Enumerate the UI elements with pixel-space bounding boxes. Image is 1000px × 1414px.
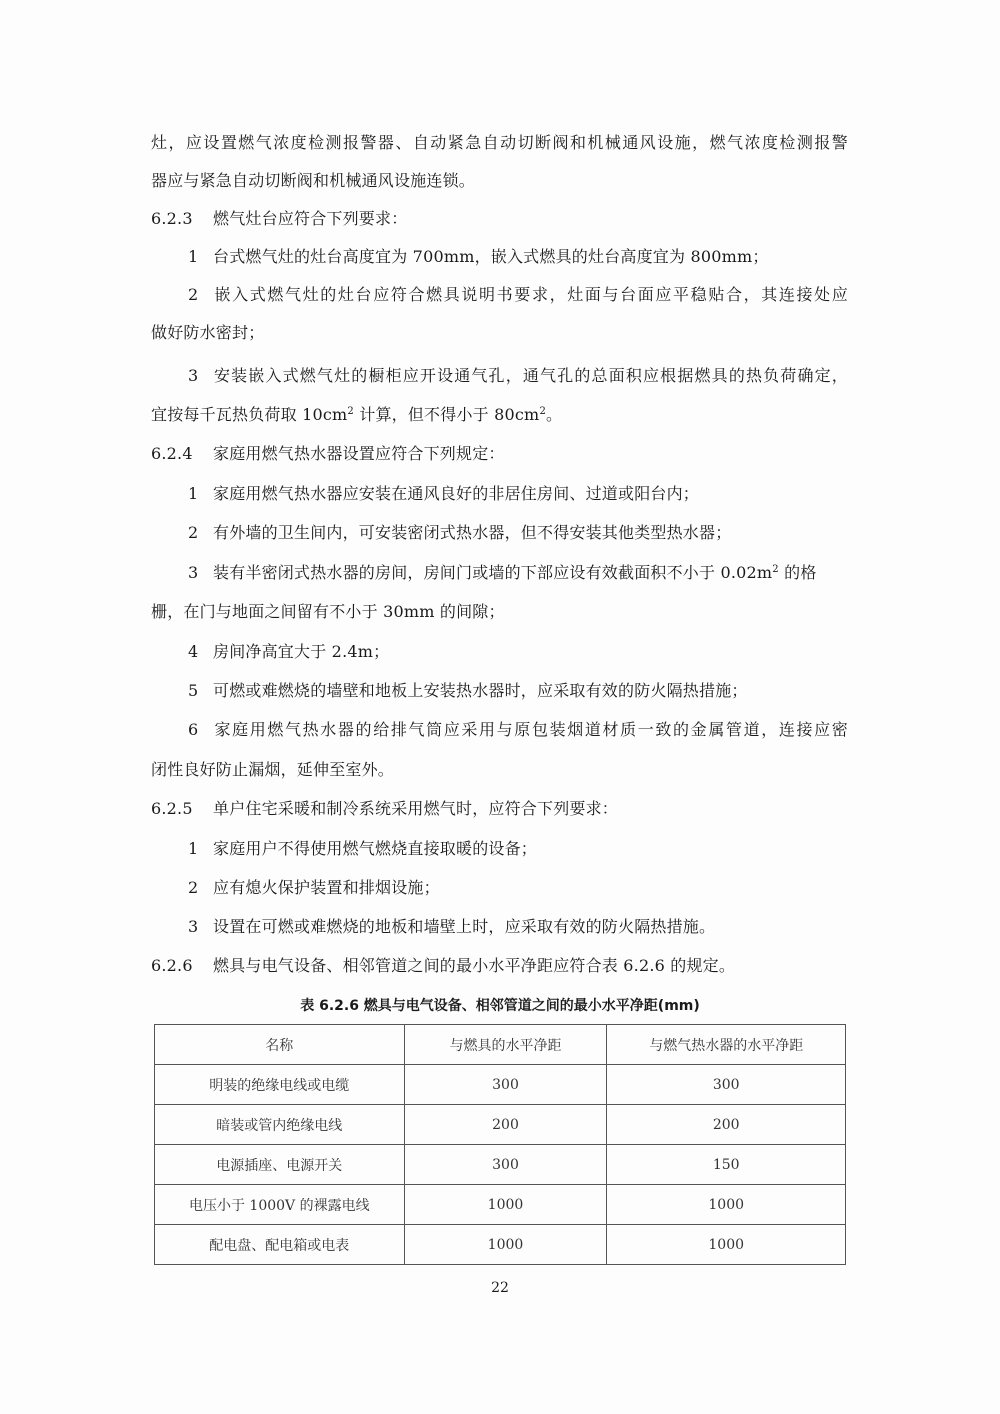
item-number: 4 — [188, 642, 199, 661]
item-text: 家庭用燃气热水器的给排气筒应采用与原包装烟道材质一致的金属管道，连接应密 — [213, 720, 848, 739]
section-number: 6.2.3 — [151, 209, 193, 228]
table-cell-name: 配电盘、配电箱或电表 — [155, 1225, 405, 1265]
table-cell-name: 暗装或管内绝缘电线 — [155, 1105, 405, 1145]
section-title: 家庭用燃气热水器设置应符合下列规定： — [213, 444, 505, 463]
list-item — [188, 562, 888, 584]
item-text: 家庭用户不得使用燃气燃烧直接取暖的设备； — [213, 839, 538, 858]
section-number: 6.2.4 — [151, 444, 193, 463]
section-title: 单户住宅采暖和制冷系统采用燃气时，应符合下列要求： — [213, 799, 619, 818]
list-item — [188, 877, 888, 899]
table-cell-value: 1000 — [404, 1185, 607, 1225]
table-cell-value: 1000 — [404, 1225, 607, 1265]
table-row — [155, 1225, 846, 1265]
item-text: 装有半密闭式热水器的房间，房间门或墙的下部应设有效截面积不小于 0.02m — [213, 563, 773, 582]
item-text: 家庭用燃气热水器应安装在通风良好的非居住房间、过道或阳台内； — [213, 484, 700, 503]
section-heading-6-2-4 — [151, 443, 851, 465]
section-title: 燃气灶台应符合下列要求： — [213, 209, 408, 228]
table-row — [155, 1145, 846, 1185]
table-cell-name: 电压小于 1000V 的裸露电线 — [155, 1185, 405, 1225]
item-number: 1 — [188, 247, 199, 266]
item-text: 嵌入式燃气灶的灶台应符合燃具说明书要求，灶面与台面应平稳贴合，其连接处应 — [213, 285, 848, 304]
item-number: 3 — [188, 917, 199, 936]
item-number: 2 — [188, 285, 199, 304]
column-header: 与燃气热水器的水平净距 — [607, 1025, 846, 1065]
table-cell-value: 1000 — [607, 1185, 846, 1225]
table-header-row — [155, 1025, 846, 1065]
table-cell-value: 200 — [404, 1105, 607, 1145]
list-item — [188, 641, 888, 663]
list-item-continuation — [151, 404, 851, 426]
item-number: 6 — [188, 720, 199, 739]
clearance-table — [154, 1024, 846, 1265]
item-number: 5 — [188, 681, 199, 700]
table-cell-value: 1000 — [607, 1225, 846, 1265]
item-number: 1 — [188, 839, 199, 858]
list-item — [188, 365, 848, 387]
superscript: 2 — [772, 564, 779, 575]
list-item — [188, 680, 888, 702]
table-cell-name: 电源插座、电源开关 — [155, 1145, 405, 1185]
list-item — [188, 719, 848, 741]
item-number: 2 — [188, 878, 199, 897]
list-item-continuation: 做好防水密封； — [151, 323, 265, 342]
item-text: 计算，但不得小于 80cm — [359, 405, 540, 424]
item-number: 2 — [188, 523, 199, 542]
paragraph-line: 灶，应设置燃气浓度检测报警器、自动紧急自动切断阀和机械通风设施，燃气浓度检测报警 — [151, 133, 848, 152]
table-cell-value: 300 — [404, 1065, 607, 1105]
table-cell-value: 300 — [404, 1145, 607, 1185]
table-cell-name: 明装的绝缘电线或电缆 — [155, 1065, 405, 1105]
section-heading-6-2-3 — [151, 208, 851, 230]
paragraph-line: 器应与紧急自动切断阀和机械通风设施连锁。 — [151, 171, 476, 190]
item-number: 3 — [188, 563, 199, 582]
table-cell-value: 150 — [607, 1145, 846, 1185]
table-caption: 表 6.2.6 燃具与电气设备、相邻管道之间的最小水平净距(mm) — [300, 998, 700, 1014]
list-item — [188, 916, 888, 938]
table-cell-value: 200 — [607, 1105, 846, 1145]
item-text: 安装嵌入式燃气灶的橱柜应开设通气孔，通气孔的总面积应根据燃具的热负荷确定， — [213, 366, 848, 385]
column-header: 与燃具的水平净距 — [404, 1025, 607, 1065]
item-text: 宜按每千瓦热负荷取 10cm — [151, 405, 348, 424]
section-number: 6.2.6 — [151, 956, 193, 975]
item-number: 1 — [188, 484, 199, 503]
item-text: 台式燃气灶的灶台高度宜为 700mm，嵌入式燃具的灶台高度宜为 800mm； — [213, 247, 769, 266]
table-row — [155, 1065, 846, 1105]
page-number: 22 — [491, 1280, 509, 1296]
superscript: 2 — [347, 406, 354, 417]
list-item — [188, 838, 888, 860]
table-row — [155, 1185, 846, 1225]
item-text: 设置在可燃或难燃烧的地板和墙壁上时，应采取有效的防火隔热措施。 — [213, 917, 716, 936]
column-header: 名称 — [155, 1025, 405, 1065]
section-heading-6-2-5 — [151, 798, 851, 820]
list-item — [188, 284, 848, 306]
superscript: 2 — [539, 406, 546, 417]
section-heading-6-2-6 — [151, 955, 851, 977]
item-text: 有外墙的卫生间内，可安装密闭式热水器，但不得安装其他类型热水器； — [213, 523, 732, 542]
item-text: 的格 — [784, 563, 817, 582]
section-title: 燃具与电气设备、相邻管道之间的最小水平净距应符合表 6.2.6 的规定。 — [213, 956, 736, 975]
item-text: 房间净高宜大于 2.4m； — [213, 642, 390, 661]
list-item-continuation: 栅，在门与地面之间留有不小于 30mm 的间隙； — [151, 602, 505, 621]
item-text: 。 — [546, 405, 563, 424]
item-number: 3 — [188, 366, 199, 385]
item-text: 应有熄火保护装置和排烟设施； — [213, 878, 440, 897]
table-row — [155, 1105, 846, 1145]
list-item-continuation: 闭性良好防止漏烟，延伸至室外。 — [151, 760, 395, 779]
list-item — [188, 522, 888, 544]
section-number: 6.2.5 — [151, 799, 193, 818]
list-item — [188, 483, 888, 505]
item-text: 可燃或难燃烧的墙壁和地板上安装热水器时，应采取有效的防火隔热措施； — [213, 681, 748, 700]
table-cell-value: 300 — [607, 1065, 846, 1105]
list-item — [188, 246, 888, 268]
